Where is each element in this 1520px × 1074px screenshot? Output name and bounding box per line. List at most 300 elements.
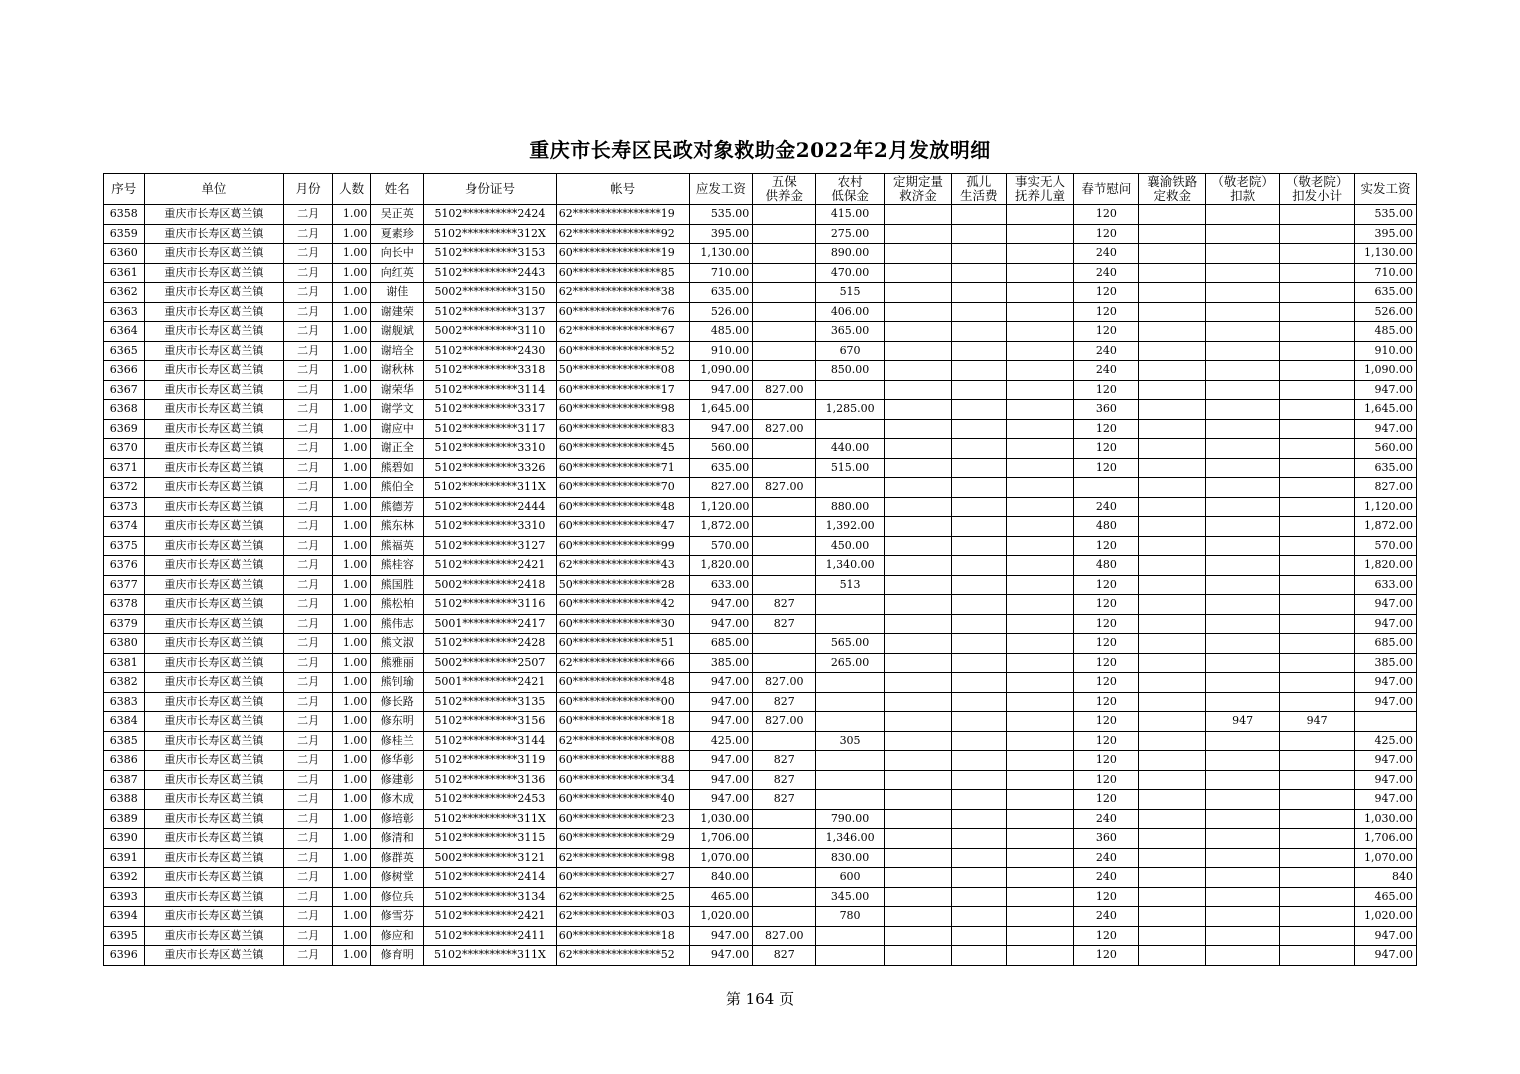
table-cell: 重庆市长寿区葛兰镇 xyxy=(144,595,284,615)
table-cell: 修应和 xyxy=(371,926,424,946)
table-cell: 60****************98 xyxy=(556,400,689,420)
table-row xyxy=(104,283,1417,303)
table-cell: 5102**********3310 xyxy=(424,517,557,537)
table-cell xyxy=(951,517,1006,537)
table-cell: 重庆市长寿区葛兰镇 xyxy=(144,790,284,810)
table-cell: 947.00 xyxy=(1355,380,1417,400)
table-cell: 120 xyxy=(1074,439,1139,459)
table-row xyxy=(104,712,1417,732)
table-cell xyxy=(753,556,816,576)
table-cell: 1.00 xyxy=(332,809,370,829)
table-cell: 二月 xyxy=(284,907,333,927)
table-cell: 二月 xyxy=(284,439,333,459)
table-cell: 840 xyxy=(1355,868,1417,888)
table-cell xyxy=(951,653,1006,673)
table-cell: 635.00 xyxy=(1355,283,1417,303)
table-cell: 6364 xyxy=(104,322,145,342)
table-cell xyxy=(1206,458,1280,478)
table-cell xyxy=(1006,283,1074,303)
table-cell xyxy=(1139,458,1206,478)
table-cell: 重庆市长寿区葛兰镇 xyxy=(144,380,284,400)
table-cell: 1.00 xyxy=(332,283,370,303)
table-row xyxy=(104,341,1417,361)
table-cell xyxy=(1139,634,1206,654)
table-cell: 947.00 xyxy=(689,770,753,790)
table-cell: 60****************30 xyxy=(556,614,689,634)
table-cell: 修位兵 xyxy=(371,887,424,907)
table-cell xyxy=(1139,341,1206,361)
table-cell: 1,130.00 xyxy=(689,244,753,264)
table-cell xyxy=(1006,556,1074,576)
table-cell: 二月 xyxy=(284,478,333,498)
table-cell: 熊碧如 xyxy=(371,458,424,478)
table-cell xyxy=(1006,244,1074,264)
table-cell: 485.00 xyxy=(1355,322,1417,342)
table-cell: 1,706.00 xyxy=(689,829,753,849)
table-cell xyxy=(1280,556,1355,576)
table-cell: 6387 xyxy=(104,770,145,790)
table-cell: 5102**********2428 xyxy=(424,634,557,654)
table-cell: 240 xyxy=(1074,907,1139,927)
table-cell: 62****************52 xyxy=(556,946,689,966)
table-cell: 5102**********3127 xyxy=(424,536,557,556)
table-cell xyxy=(885,712,952,732)
table-cell: 947.00 xyxy=(689,751,753,771)
table-cell: 425.00 xyxy=(689,731,753,751)
table-cell: 120 xyxy=(1074,224,1139,244)
table-cell xyxy=(1006,458,1074,478)
table-cell xyxy=(1139,556,1206,576)
table-cell: 吴正英 xyxy=(371,205,424,225)
table-row xyxy=(104,302,1417,322)
table-cell: 6394 xyxy=(104,907,145,927)
table-cell: 120 xyxy=(1074,595,1139,615)
page-number: 第 164 页 xyxy=(725,990,795,1008)
table-cell: 修桂兰 xyxy=(371,731,424,751)
table-cell xyxy=(951,809,1006,829)
table-cell xyxy=(1206,673,1280,693)
table-cell: 1.00 xyxy=(332,478,370,498)
table-cell: 385.00 xyxy=(1355,653,1417,673)
table-cell xyxy=(885,595,952,615)
table-cell: 275.00 xyxy=(816,224,885,244)
table-cell: 二月 xyxy=(284,653,333,673)
table-row xyxy=(104,322,1417,342)
table-cell: 1.00 xyxy=(332,907,370,927)
table-cell xyxy=(1206,848,1280,868)
table-cell: 重庆市长寿区葛兰镇 xyxy=(144,653,284,673)
table-cell xyxy=(1074,478,1139,498)
table-cell: 修清和 xyxy=(371,829,424,849)
table-cell: 1,872.00 xyxy=(1355,517,1417,537)
table-cell: 5102**********3115 xyxy=(424,829,557,849)
table-cell: 二月 xyxy=(284,556,333,576)
table-cell: 1,120.00 xyxy=(689,497,753,517)
table-cell xyxy=(951,380,1006,400)
table-row xyxy=(104,907,1417,927)
table-cell: 5102**********2444 xyxy=(424,497,557,517)
table-cell: 1,070.00 xyxy=(1355,848,1417,868)
table-cell xyxy=(1206,263,1280,283)
table-cell: 60****************48 xyxy=(556,497,689,517)
table-cell xyxy=(753,848,816,868)
table-cell xyxy=(1139,244,1206,264)
table-cell: 1,285.00 xyxy=(816,400,885,420)
table-cell xyxy=(1139,829,1206,849)
table-cell xyxy=(753,517,816,537)
table-cell: 熊伯全 xyxy=(371,478,424,498)
table-cell: 6395 xyxy=(104,926,145,946)
table-cell: 1,872.00 xyxy=(689,517,753,537)
table-cell: 修木成 xyxy=(371,790,424,810)
table-cell: 重庆市长寿区葛兰镇 xyxy=(144,751,284,771)
table-cell: 265.00 xyxy=(816,653,885,673)
table-cell: 二月 xyxy=(284,673,333,693)
table-row xyxy=(104,556,1417,576)
table-cell: 5102**********3144 xyxy=(424,731,557,751)
table-cell: 1.00 xyxy=(332,829,370,849)
table-cell xyxy=(1006,634,1074,654)
table-cell: 6375 xyxy=(104,536,145,556)
table-cell xyxy=(1006,536,1074,556)
table-cell: 62****************66 xyxy=(556,653,689,673)
table-cell xyxy=(1280,634,1355,654)
table-cell: 850.00 xyxy=(816,361,885,381)
table-cell: 830.00 xyxy=(816,848,885,868)
payment-table xyxy=(103,173,1417,966)
table-cell: 修华彰 xyxy=(371,751,424,771)
table-cell xyxy=(951,634,1006,654)
table-cell: 947.00 xyxy=(1355,614,1417,634)
table-cell xyxy=(753,341,816,361)
table-cell: 240 xyxy=(1074,263,1139,283)
table-cell: 重庆市长寿区葛兰镇 xyxy=(144,926,284,946)
table-cell: 熊雅丽 xyxy=(371,653,424,673)
table-cell: 827.00 xyxy=(753,478,816,498)
table-cell: 515.00 xyxy=(816,458,885,478)
table-cell: 947 xyxy=(1206,712,1280,732)
table-cell: 120 xyxy=(1074,380,1139,400)
table-cell: 62****************67 xyxy=(556,322,689,342)
table-cell: 谢佳 xyxy=(371,283,424,303)
table-cell xyxy=(951,205,1006,225)
table-cell: 1.00 xyxy=(332,731,370,751)
table-cell xyxy=(885,653,952,673)
table-cell xyxy=(1006,224,1074,244)
table-cell: 120 xyxy=(1074,419,1139,439)
table-cell: 62****************25 xyxy=(556,887,689,907)
table-row xyxy=(104,634,1417,654)
table-cell: 1.00 xyxy=(332,205,370,225)
table-cell xyxy=(951,244,1006,264)
table-cell: 62****************03 xyxy=(556,907,689,927)
table-cell xyxy=(1139,536,1206,556)
table-cell: 1.00 xyxy=(332,770,370,790)
table-cell xyxy=(951,770,1006,790)
table-cell xyxy=(1139,322,1206,342)
table-row xyxy=(104,946,1417,966)
table-cell: 60****************48 xyxy=(556,673,689,693)
table-cell: 熊文淑 xyxy=(371,634,424,654)
table-cell xyxy=(1006,673,1074,693)
table-cell: 5102**********311X xyxy=(424,478,557,498)
table-cell: 62****************38 xyxy=(556,283,689,303)
table-cell xyxy=(951,790,1006,810)
table-cell: 120 xyxy=(1074,283,1139,303)
table-cell: 5102**********2424 xyxy=(424,205,557,225)
table-cell xyxy=(1280,283,1355,303)
table-cell xyxy=(1206,907,1280,927)
table-cell xyxy=(1139,517,1206,537)
table-cell: 120 xyxy=(1074,653,1139,673)
table-cell xyxy=(1206,556,1280,576)
table-cell: 重庆市长寿区葛兰镇 xyxy=(144,848,284,868)
table-cell xyxy=(951,926,1006,946)
table-cell: 120 xyxy=(1074,751,1139,771)
table-row xyxy=(104,361,1417,381)
table-cell xyxy=(1206,926,1280,946)
column-header: （敬老院） 扣款 xyxy=(1206,174,1280,205)
table-cell: 60****************23 xyxy=(556,809,689,829)
table-cell: 1.00 xyxy=(332,517,370,537)
table-cell: 633.00 xyxy=(1355,575,1417,595)
table-cell: 5102**********3117 xyxy=(424,419,557,439)
table-cell xyxy=(1280,692,1355,712)
table-cell xyxy=(885,790,952,810)
table-cell xyxy=(753,263,816,283)
table-cell xyxy=(753,322,816,342)
table-cell xyxy=(885,263,952,283)
table-cell xyxy=(1139,946,1206,966)
table-cell xyxy=(1139,283,1206,303)
table-cell: 635.00 xyxy=(689,458,753,478)
table-cell: 熊桂容 xyxy=(371,556,424,576)
table-cell xyxy=(1006,887,1074,907)
table-cell xyxy=(1006,692,1074,712)
table-cell: 重庆市长寿区葛兰镇 xyxy=(144,907,284,927)
table-cell xyxy=(885,205,952,225)
column-header: 农村 低保金 xyxy=(816,174,885,205)
table-cell: 5102**********2421 xyxy=(424,907,557,927)
table-cell: 1,090.00 xyxy=(689,361,753,381)
table-cell: 6396 xyxy=(104,946,145,966)
table-cell xyxy=(1280,614,1355,634)
table-cell: 修建彰 xyxy=(371,770,424,790)
table-cell: 60****************45 xyxy=(556,439,689,459)
table-row xyxy=(104,517,1417,537)
table-cell: 重庆市长寿区葛兰镇 xyxy=(144,770,284,790)
table-cell xyxy=(951,478,1006,498)
table-cell xyxy=(1206,439,1280,459)
table-cell: 1,340.00 xyxy=(816,556,885,576)
table-cell xyxy=(753,302,816,322)
table-cell: 6361 xyxy=(104,263,145,283)
table-cell xyxy=(951,536,1006,556)
table-cell xyxy=(1206,322,1280,342)
table-cell xyxy=(1139,263,1206,283)
table-cell: 827.00 xyxy=(753,673,816,693)
table-cell xyxy=(1280,302,1355,322)
table-cell: 1.00 xyxy=(332,322,370,342)
table-cell: 780 xyxy=(816,907,885,927)
table-cell: 1,706.00 xyxy=(1355,829,1417,849)
table-row xyxy=(104,497,1417,517)
table-cell: 415.00 xyxy=(816,205,885,225)
table-cell: 1.00 xyxy=(332,751,370,771)
table-cell: 60****************99 xyxy=(556,536,689,556)
table-cell: 1,030.00 xyxy=(689,809,753,829)
table-cell: 谢学文 xyxy=(371,400,424,420)
table-cell xyxy=(951,595,1006,615)
table-cell xyxy=(951,556,1006,576)
table-cell: 60****************42 xyxy=(556,595,689,615)
column-header: 应发工资 xyxy=(689,174,753,205)
table-row xyxy=(104,380,1417,400)
table-cell: 827.00 xyxy=(753,926,816,946)
table-row xyxy=(104,224,1417,244)
table-cell xyxy=(1280,829,1355,849)
table-cell: 6393 xyxy=(104,887,145,907)
table-cell: 947.00 xyxy=(1355,419,1417,439)
table-cell: 6390 xyxy=(104,829,145,849)
table-cell xyxy=(1006,848,1074,868)
table-cell xyxy=(885,458,952,478)
table-cell: 二月 xyxy=(284,595,333,615)
table-cell xyxy=(1206,731,1280,751)
table-cell: 50****************08 xyxy=(556,361,689,381)
table-cell xyxy=(753,536,816,556)
table-cell: 1.00 xyxy=(332,380,370,400)
table-cell: 120 xyxy=(1074,790,1139,810)
table-cell xyxy=(1006,809,1074,829)
table-cell: 5102**********3135 xyxy=(424,692,557,712)
table-cell xyxy=(885,848,952,868)
table-cell: 重庆市长寿区葛兰镇 xyxy=(144,458,284,478)
table-cell: 790.00 xyxy=(816,809,885,829)
table-cell: 6366 xyxy=(104,361,145,381)
table-cell: 120 xyxy=(1074,692,1139,712)
table-cell xyxy=(951,497,1006,517)
table-cell xyxy=(1139,868,1206,888)
table-cell: 880.00 xyxy=(816,497,885,517)
table-cell xyxy=(1355,712,1417,732)
table-cell: 6362 xyxy=(104,283,145,303)
table-cell xyxy=(1280,809,1355,829)
table-cell: 1.00 xyxy=(332,653,370,673)
table-cell xyxy=(1139,712,1206,732)
table-cell: 重庆市长寿区葛兰镇 xyxy=(144,712,284,732)
table-cell: 60****************70 xyxy=(556,478,689,498)
table-cell xyxy=(951,263,1006,283)
table-cell: 120 xyxy=(1074,322,1139,342)
column-header: （敬老院） 扣发小计 xyxy=(1280,174,1355,205)
table-cell: 1.00 xyxy=(332,458,370,478)
table-cell: 1.00 xyxy=(332,673,370,693)
table-row xyxy=(104,770,1417,790)
table-cell xyxy=(1006,400,1074,420)
table-cell: 二月 xyxy=(284,809,333,829)
table-cell: 120 xyxy=(1074,205,1139,225)
table-cell: 6373 xyxy=(104,497,145,517)
table-cell: 重庆市长寿区葛兰镇 xyxy=(144,614,284,634)
table-cell: 重庆市长寿区葛兰镇 xyxy=(144,341,284,361)
table-cell xyxy=(951,887,1006,907)
table-cell xyxy=(1280,224,1355,244)
table-cell xyxy=(753,868,816,888)
table-cell: 633.00 xyxy=(689,575,753,595)
table-cell: 重庆市长寿区葛兰镇 xyxy=(144,419,284,439)
table-cell xyxy=(951,712,1006,732)
table-cell xyxy=(1139,692,1206,712)
table-cell: 827.00 xyxy=(753,419,816,439)
table-cell: 重庆市长寿区葛兰镇 xyxy=(144,302,284,322)
table-cell: 305 xyxy=(816,731,885,751)
table-row xyxy=(104,263,1417,283)
table-cell: 565.00 xyxy=(816,634,885,654)
table-cell: 827.00 xyxy=(753,380,816,400)
table-cell xyxy=(951,341,1006,361)
table-cell xyxy=(753,205,816,225)
table-cell xyxy=(1139,439,1206,459)
table-cell: 60****************19 xyxy=(556,244,689,264)
table-cell: 5002**********3110 xyxy=(424,322,557,342)
table-cell xyxy=(1006,614,1074,634)
column-header: 身份证号 xyxy=(424,174,557,205)
column-header: 孤儿 生活费 xyxy=(951,174,1006,205)
table-cell xyxy=(753,361,816,381)
table-cell: 5002**********3121 xyxy=(424,848,557,868)
table-cell: 947.00 xyxy=(1355,790,1417,810)
table-row xyxy=(104,809,1417,829)
table-cell: 120 xyxy=(1074,302,1139,322)
table-cell: 1.00 xyxy=(332,341,370,361)
table-cell xyxy=(951,458,1006,478)
table-cell xyxy=(1006,595,1074,615)
table-cell xyxy=(885,341,952,361)
table-cell: 60****************18 xyxy=(556,926,689,946)
table-cell xyxy=(885,692,952,712)
table-cell: 二月 xyxy=(284,380,333,400)
table-cell: 重庆市长寿区葛兰镇 xyxy=(144,868,284,888)
table-cell: 修群英 xyxy=(371,848,424,868)
table-cell: 910.00 xyxy=(1355,341,1417,361)
table-cell: 6381 xyxy=(104,653,145,673)
table-cell xyxy=(951,439,1006,459)
table-row xyxy=(104,692,1417,712)
table-cell: 5102**********2421 xyxy=(424,556,557,576)
table-cell xyxy=(885,946,952,966)
table-cell xyxy=(951,829,1006,849)
table-cell: 120 xyxy=(1074,712,1139,732)
table-cell: 谢秋林 xyxy=(371,361,424,381)
table-cell xyxy=(1206,868,1280,888)
table-cell xyxy=(753,439,816,459)
table-cell: 60****************85 xyxy=(556,263,689,283)
table-cell: 62****************43 xyxy=(556,556,689,576)
table-row xyxy=(104,400,1417,420)
table-cell: 6358 xyxy=(104,205,145,225)
table-cell xyxy=(1280,575,1355,595)
table-cell: 重庆市长寿区葛兰镇 xyxy=(144,283,284,303)
table-cell xyxy=(1280,946,1355,966)
table-cell: 670 xyxy=(816,341,885,361)
table-cell xyxy=(885,439,952,459)
table-cell xyxy=(885,478,952,498)
table-cell: 二月 xyxy=(284,575,333,595)
table-cell xyxy=(1006,712,1074,732)
table-cell: 60****************17 xyxy=(556,380,689,400)
table-row xyxy=(104,926,1417,946)
